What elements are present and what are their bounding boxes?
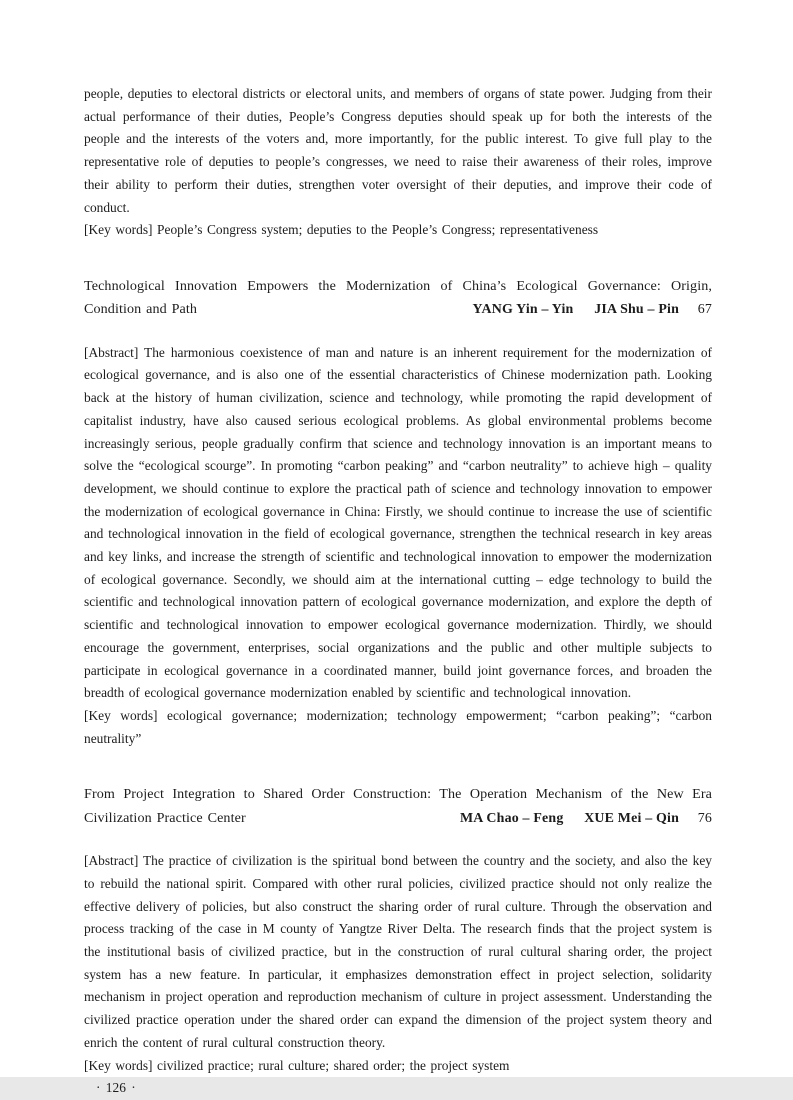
article-1-page-number: 67 <box>697 302 712 318</box>
page-number-footer: · 126 · <box>96 1080 136 1096</box>
article-1-author-2: JIA Shu – Pin <box>594 302 680 318</box>
article-2-author-2: XUE Mei – Qin <box>584 810 680 826</box>
article-1-keywords: [Key words] ecological governance; modernization; technology empowerment; “carbon peaking”; “carbon neutrality” <box>84 707 712 746</box>
previous-article-keywords: [Key words] People’s Congress system; deputies to the People’s Congress; representativeness <box>84 222 599 238</box>
article-2-page-number: 76 <box>697 810 712 826</box>
article-1-abstract: [Abstract] The harmonious coexistence of man and nature is an inherent requirement for the modernization of ecological governance, and is also one of the essential characteristics of Chinese modernization path. Looking back at the history of human civilization, science and technology, while promoting the rapid development of capitalist industry, have also caused serious ecological problems. As global environmental problems become increasingly serious, people gradually confirm that science and technology innovation is an important means to solve the “ecological scourge”. In promoting “carbon peaking” and “carbon neutrality” to achieve high – quality development, we should continue to explore the practical path of science and technology innovation to empower the modernization of ecological governance in China: Firstly, we should continue to increase the use of scientific and technological innovation in the field of ecological governance, strengthen the technical research in key areas and key links, and increase the strength of scientific and technological innovation to empower the modernization of ecological governance. Secondly, we should aim at the international cutting – edge technology to build the scientific and technological innovation pattern of ecological governance modernization, and explore the depth of scientific and technological innovation to empower ecological governance modernization. Thirdly, we should encourage the government, enterprises, social organizations and the public and other multiple subjects to participate in ecological governance in a coordinated manner, build joint governance forces, and broaden the breadth of ecological governance modernization enabled by scientific and technological innovation. <box>84 344 712 701</box>
article-2-title: From Project Integration to Shared Order Construction: The Operation Mechanism of the New Era Civilization Practice Center <box>84 786 712 826</box>
article-2-title-block <box>84 783 712 830</box>
article-2-author-1: MA Chao – Feng <box>459 810 564 826</box>
article-1-authors <box>463 298 712 321</box>
article-1-title-block <box>84 275 712 322</box>
article-1-author-1: YANG Yin – Yin <box>472 302 574 318</box>
article-1-title: Technological Innovation Empowers the Modernization of China’s Ecological Governance: Origin, Condition and Path <box>84 277 712 318</box>
article-2-keywords: [Key words] civilized practice; rural culture; shared order; the project system <box>84 1057 510 1073</box>
page-text-column <box>84 83 712 1100</box>
article-2-authors <box>450 807 712 830</box>
article-2-abstract: [Abstract] The practice of civilization is the spiritual bond between the country and the society, and also the key to rebuild the national spirit. Compared with other rural policies, civilized practice should not only realize the effective delivery of policies, but also construct the sharing order of rural culture. Through the observation and process tracking of the case in M county of Yangtze River Delta. The research finds that the project system is the institutional basis of civilized practice, but in the construction of rural cultural sharing order, the project system has a new feature. In particular, it emphasizes demonstration effect in project selection, solidarity mechanism in project operation and reproduction mechanism of culture in project assessment. Understanding the civilized practice operation under the shared order can expand the dimension of the project system theory and enrich the content of rural cultural construction theory. <box>84 853 712 1050</box>
previous-article-continuation: people, deputies to electoral districts or electoral units, and members of organs of state power. Judging from their actual performance of their duties, People’s Congress deputies should speak up for both the interests of the people and the interests of the voters and, more importantly, for the public interest. To give full play to the representative role of deputies to people’s congresses, we need to raise their awareness of their roles, improve their ability to perform their duties, strengthen voter oversight of their deputies, and improve their code of conduct. <box>84 86 712 215</box>
